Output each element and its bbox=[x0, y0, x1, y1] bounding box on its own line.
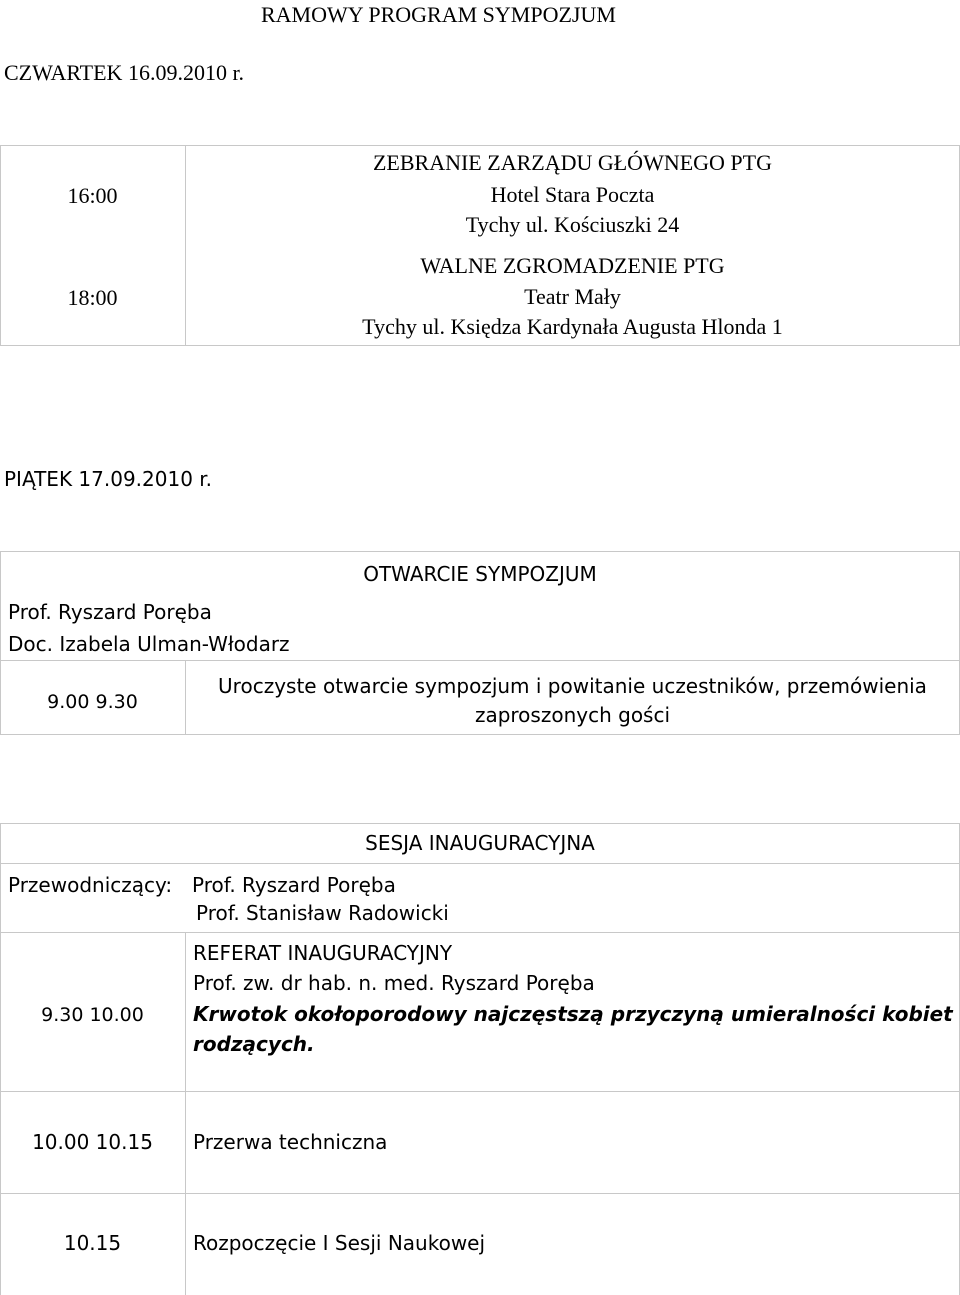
next-time: 10.15 bbox=[63, 1231, 122, 1255]
session-col-divider bbox=[185, 932, 186, 1295]
opening-title: OTWARCIE SYMPOZJUM bbox=[363, 562, 597, 586]
talk-heading: REFERAT INAUGURACYJNY bbox=[193, 941, 453, 965]
page-title: RAMOWY PROGRAM SYMPOZJUM bbox=[261, 2, 616, 27]
talk-topic-line-1: Krwotok okołoporodowy najczęstszą przyczyną umieralności kobiet bbox=[193, 1002, 953, 1026]
row-venue: Hotel Stara Poczta bbox=[490, 182, 655, 207]
session-chair-1: Prof. Ryszard Poręba bbox=[192, 873, 396, 897]
row-address: Tychy ul. Kościuszki 24 bbox=[465, 212, 680, 237]
opening-table-row-divider bbox=[0, 660, 960, 661]
row-event: WALNE ZGROMADZENIE PTG bbox=[420, 253, 725, 278]
break-label: Przerwa techniczna bbox=[193, 1130, 388, 1154]
next-label: Rozpoczęcie I Sesji Naukowej bbox=[193, 1231, 486, 1255]
row-time: 16:00 bbox=[67, 183, 118, 208]
day2-heading: PIĄTEK 17.09.2010 r. bbox=[4, 467, 213, 491]
opening-host-2: Doc. Izabela Ulman-Włodarz bbox=[8, 632, 290, 656]
talk-speaker: Prof. zw. dr hab. n. med. Ryszard Poręba bbox=[193, 971, 595, 995]
session-chair-2: Prof. Stanisław Radowicki bbox=[196, 901, 449, 925]
session-title-divider bbox=[0, 863, 960, 864]
row-venue: Teatr Mały bbox=[524, 284, 621, 309]
break-time: 10.00 10.15 bbox=[32, 1130, 153, 1154]
row-address: Tychy ul. Księdza Kardynała Augusta Hlonda 1 bbox=[362, 314, 783, 339]
session-chair-divider bbox=[0, 932, 960, 933]
talk-topic-line-2: rodzących. bbox=[193, 1032, 315, 1056]
talk-divider bbox=[0, 1091, 960, 1092]
opening-description-line-2: zaproszonych gości bbox=[474, 703, 671, 727]
opening-description-line-1: Uroczyste otwarcie sympozjum i powitanie uczestników, przemówienia bbox=[218, 674, 927, 698]
break-divider bbox=[0, 1193, 960, 1194]
opening-time: 9.00 9.30 bbox=[47, 691, 138, 713]
opening-host-1: Prof. Ryszard Poręba bbox=[8, 600, 212, 624]
row-event: ZEBRANIE ZARZĄDU GŁÓWNEGO PTG bbox=[372, 150, 772, 175]
session-chair-label: Przewodniczący: bbox=[8, 873, 173, 897]
session-title: SESJA INAUGURACYJNA bbox=[365, 831, 595, 855]
talk-time: 9.30 10.00 bbox=[41, 1004, 144, 1026]
row-time: 18:00 bbox=[67, 285, 118, 310]
day1-heading: CZWARTEK 16.09.2010 r. bbox=[4, 60, 245, 85]
